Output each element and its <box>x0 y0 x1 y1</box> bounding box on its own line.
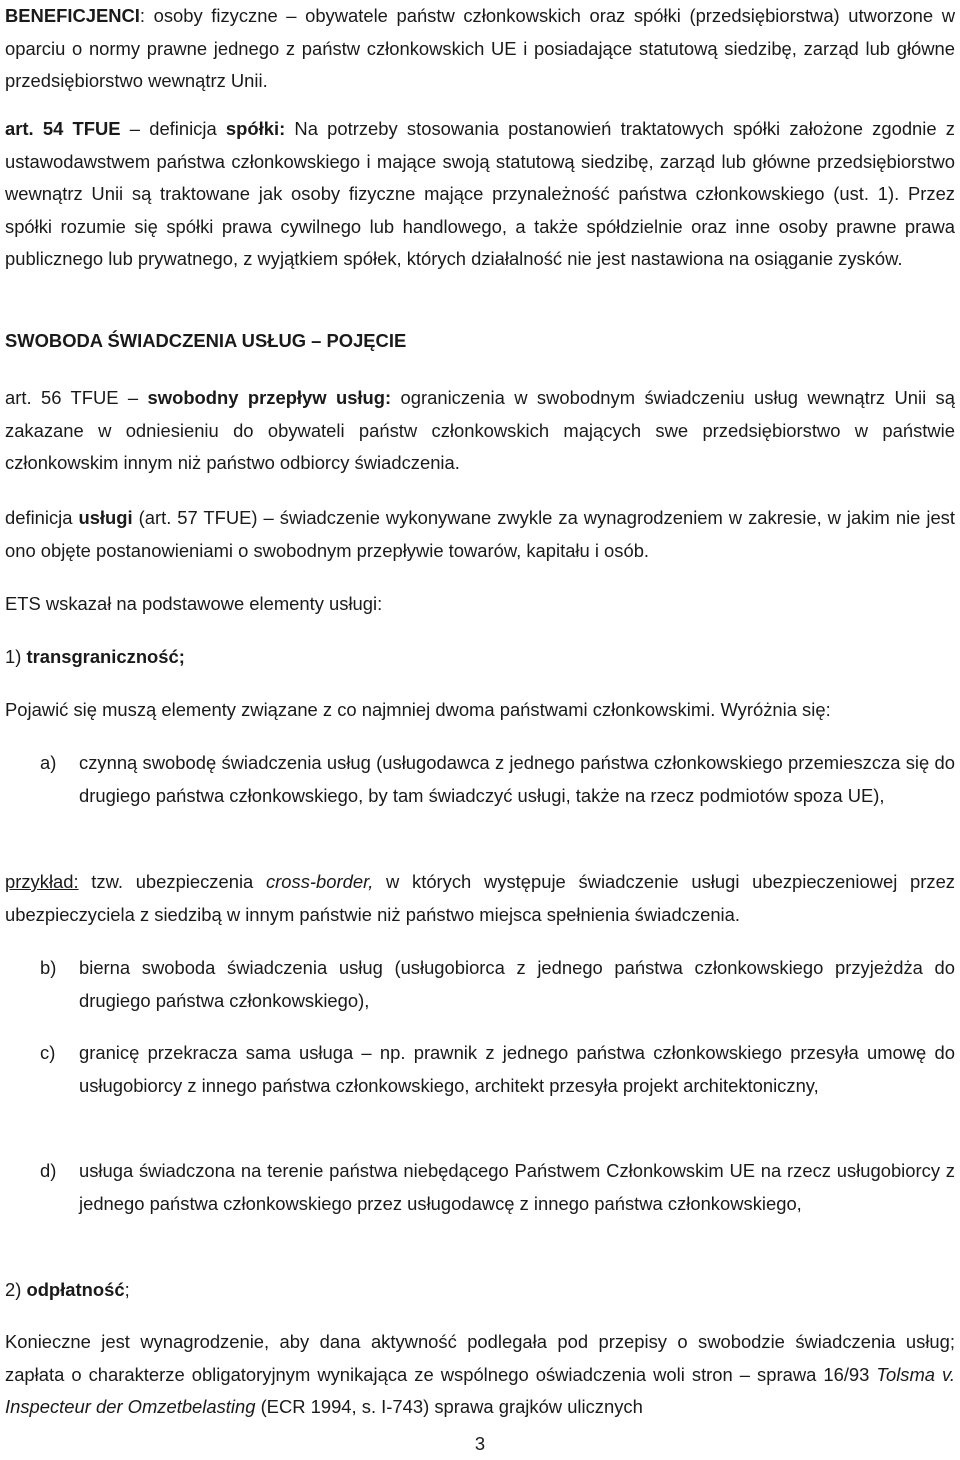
konieczne-paragraph <box>5 1326 955 1424</box>
list-item-d <box>5 1155 955 1220</box>
list-marker-a: a) <box>40 752 57 773</box>
pojawic-paragraph: Pojawić się muszą elementy związane z co najmniej dwoma państwami członkowskimi. Wyróżnia się: <box>5 699 831 720</box>
art54-text2: Przez spółki rozumie się spółki prawa cywilnego lub handlowego, a także spółdzielnie oraz inne osoby prawne prawa publicznego lub prywatnego, z wyjątkiem spółek, których działalność nie jest nastawiona na osiąganie zysków. <box>5 183 956 269</box>
list-marker-b: b) <box>40 957 57 978</box>
list-item-c <box>5 1037 955 1102</box>
list-marker-c: c) <box>40 1042 56 1063</box>
przyklad-pre: tzw. ubezpieczenia <box>78 871 266 892</box>
przyklad-label: przykład: <box>5 871 79 892</box>
przyklad-text: w których występuje świadczenie usługi ubezpieczeniowej przez ubezpieczyciela z siedzibą w innym państwie niż państwo miejsca spełnienia świadczenia. <box>5 871 955 925</box>
art56-lead: art. 56 TFUE – <box>5 387 148 408</box>
point2-num: 2) <box>5 1279 27 1300</box>
art54-lead: art. 54 TFUE <box>5 118 121 139</box>
point1-num: 1) <box>5 646 27 667</box>
art56-term: swobodny przepływ usług: <box>147 387 392 408</box>
section-heading: SWOBODA ŚWIADCZENIA USŁUG – POJĘCIE <box>5 330 407 351</box>
point1-term: transgraniczność; <box>26 646 185 667</box>
list-item-b <box>5 952 955 1017</box>
list-item-a <box>5 747 955 812</box>
beneficjenci-label: BENEFICJENCI <box>5 5 140 26</box>
list-text-c: granicę przekracza sama usługa – np. prawnik z jednego państwa członkowskiego przesyła umowę do usługobiorcy z innego państwa członkowskiego, architekt przesyła projekt architektoniczny, <box>79 1042 955 1096</box>
konieczne-italic: Tolsma v. Inspecteur der Omzetbelasting <box>5 1363 955 1417</box>
konieczne-text1: Konieczne jest wynagrodzenie, aby dana aktywność podlegała pod przepisy o swobodzie świadczenia usług; zapłata o charakterze obligatoryjnym wynikająca ze wspólnego oświadczenia woli stron – sprawa 16/93 <box>5 1331 955 1385</box>
konieczne-text2: (ECR 1994, s. I-743) sprawa grajków ulicznych <box>255 1396 643 1417</box>
definicja-paragraph <box>5 502 955 567</box>
beneficjenci-text: : osoby fizyczne – obywatele państw członkowskich oraz spółki (przedsiębiorstwa) utworzone w oparciu o normy prawne jednego z państw członkowskich UE i posiadające statutową siedzibę, zarząd lub główne przedsiębiorstwo wewnątrz Unii. <box>5 5 955 91</box>
list-text-d: usługa świadczona na terenie państwa niebędącego Państwem Członkowskim UE na rzecz usługobiorcy z jednego państwa członkowskiego przez usługodawcę z innego państwa członkowskiego, <box>79 1160 955 1214</box>
przyklad-paragraph <box>5 866 955 931</box>
point2-paragraph <box>5 1274 955 1307</box>
art54-paragraph <box>5 113 955 276</box>
list-text-a: czynną swobodę świadczenia usług (usługodawca z jednego państwa członkowskiego przemieszcza się do drugiego państwa członkowskiego, by tam świadczyć usługi, także na rzecz podmiotów spoza UE), <box>79 752 955 806</box>
art54-dash: – definicja <box>120 118 226 139</box>
art54-text1: Na potrzeby stosowania postanowień traktatowych spółki założone zgodnie z ustawodawstwem państwa członkowskiego i mające swoją statutową siedzibę, zarząd lub główne przedsiębiorstwo wewnątrz Unii są traktowane jak osoby fizyczne mające przynależność państwa członkowskiego (ust. 1). <box>5 118 956 204</box>
list-marker-d: d) <box>40 1160 57 1181</box>
przyklad-italic: cross-border, <box>265 871 374 892</box>
list-text-b: bierna swoboda świadczenia usług (usługobiorca z jednego państwa członkowskiego przyjeżdża do drugiego państwa członkowskiego), <box>79 957 955 1011</box>
definicja-text: (art. 57 TFUE) – świadczenie wykonywane zwykle za wynagrodzeniem w zakresie, w jakim nie jest ono objęte postanowieniami o swobodnym przepływie towarów, kapitału i osób. <box>5 507 955 561</box>
beneficjenci-paragraph <box>5 0 955 98</box>
point2-tail: ; <box>124 1279 130 1300</box>
definicja-pre: definicja <box>5 507 79 528</box>
ets-paragraph: ETS wskazał na podstawowe elementy usługi: <box>5 593 383 614</box>
art56-paragraph <box>5 382 955 480</box>
point1-paragraph <box>5 641 955 674</box>
point2-term: odpłatność <box>26 1279 125 1300</box>
art56-text: ograniczenia w swobodnym świadczeniu usług wewnątrz Unii są zakazane w odniesieniu do obywateli państw członkowskich mających swe przedsiębiorstwo w państwie członkowskim innym niż państwo odbiorcy świadczenia. <box>5 387 955 473</box>
page-number: 3 <box>474 1433 486 1454</box>
art54-term: spółki: <box>225 118 286 139</box>
definicja-term: usługi <box>78 507 133 528</box>
